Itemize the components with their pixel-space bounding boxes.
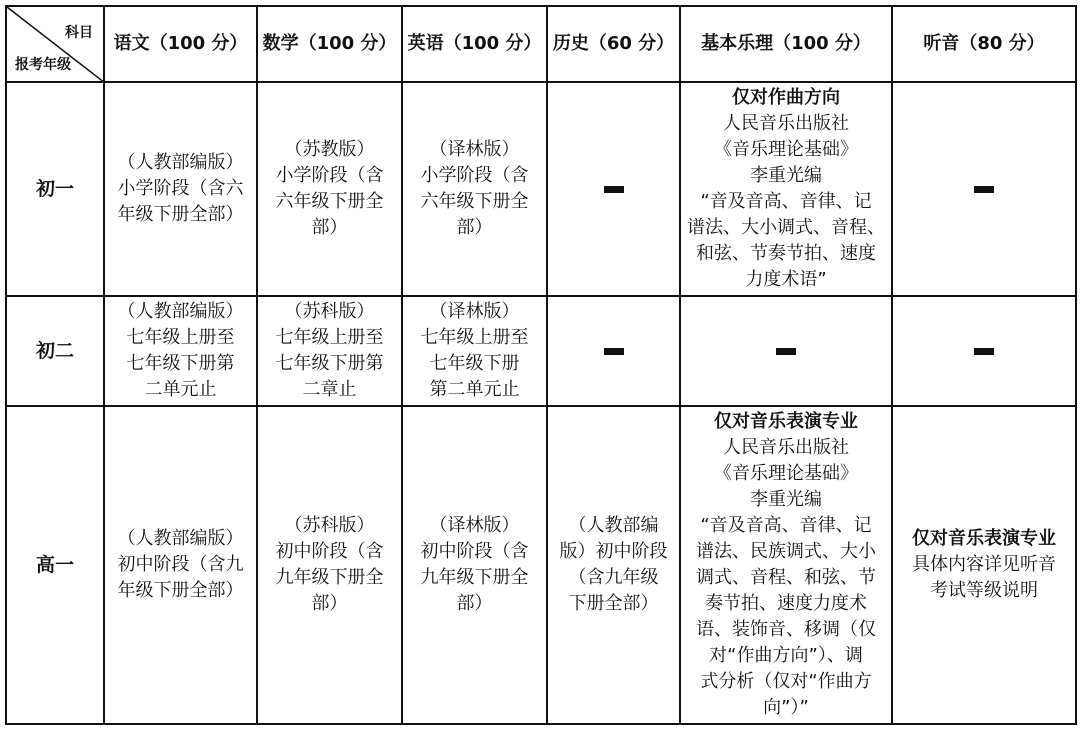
cell-title: 仅对音乐表演专业	[912, 528, 1056, 549]
cell-line: 谱法、民族调式、大小	[696, 541, 876, 562]
dash-icon	[604, 186, 624, 193]
cell-line: 二单元止	[144, 379, 217, 400]
english-cell	[402, 296, 547, 406]
cell-line: 奏节拍、速度力度术	[705, 593, 867, 614]
dash-icon	[776, 348, 796, 355]
cell-line: “音及音高、音律、记	[700, 191, 872, 212]
cell-line: 和弦、节奏节拍、速度	[696, 243, 876, 264]
history-cell	[547, 406, 680, 724]
dash-icon	[974, 186, 994, 193]
cell-line: （含九年级	[568, 567, 659, 588]
cell-line: 七年级下册	[429, 353, 520, 374]
math-cell	[257, 82, 402, 296]
cell-line: （人教部编版）	[117, 152, 244, 173]
cell-line: （译林版）	[429, 139, 520, 160]
history-cell	[547, 82, 680, 296]
corner-grade-label: 报考年级	[15, 57, 71, 73]
cell-line: 谱法、大小调式、音程、	[687, 217, 885, 238]
cell-line: 第二单元止	[429, 379, 520, 400]
cell-line: 九年级下册全	[275, 567, 384, 588]
history-cell	[547, 296, 680, 406]
cell-title: 仅对作曲方向	[732, 87, 840, 108]
cell-title: 仅对音乐表演专业	[714, 411, 858, 432]
grade-cell: 高一	[6, 406, 104, 724]
math-cell	[257, 406, 402, 724]
exam-syllabus-table	[5, 5, 1077, 725]
cell-line: （人教部编	[568, 515, 659, 536]
cell-line: 七年级上册至	[126, 327, 235, 348]
header-row	[6, 6, 1076, 82]
cell-line: 《音乐理论基础》	[714, 463, 858, 484]
cell-line: 语、装饰音、移调（仅	[696, 619, 876, 640]
cell-line: 《音乐理论基础》	[714, 139, 858, 160]
music-theory-cell	[680, 82, 892, 296]
cell-line: 对“作曲方向”）、调	[709, 645, 863, 666]
cell-line: 小学阶段（含六	[117, 178, 244, 199]
chinese-cell	[104, 296, 257, 406]
column-header-ear-training: 听音（80 分）	[892, 6, 1076, 82]
column-header-english: 英语（100 分）	[402, 6, 547, 82]
table-row-grade7	[6, 82, 1076, 296]
cell-line: 七年级上册至	[275, 327, 384, 348]
chinese-cell	[104, 406, 257, 724]
cell-line: 李重光编	[750, 489, 822, 510]
cell-line: 七年级下册第	[275, 353, 384, 374]
english-cell	[402, 406, 547, 724]
ear-training-cell	[892, 406, 1076, 724]
cell-line: “音及音高、音律、记	[700, 515, 872, 536]
cell-line: 具体内容详见听音	[912, 554, 1056, 575]
cell-line: 式分析（仅对“作曲方	[700, 671, 872, 692]
cell-line: （苏科版）	[284, 301, 375, 322]
cell-line: 向”）”	[763, 697, 809, 718]
ear-training-cell	[892, 82, 1076, 296]
music-theory-cell	[680, 296, 892, 406]
cell-line: 九年级下册全	[420, 567, 529, 588]
column-header-music-theory: 基本乐理（100 分）	[680, 6, 892, 82]
dash-icon	[974, 348, 994, 355]
cell-line: 初中阶段（含	[420, 541, 529, 562]
cell-line: 六年级下册全	[275, 191, 384, 212]
column-header-history: 历史（60 分）	[547, 6, 680, 82]
cell-line: 初中阶段（含九	[117, 554, 244, 575]
cell-line: 小学阶段（含	[420, 165, 529, 186]
cell-line: 初中阶段（含	[275, 541, 384, 562]
cell-line: 二章止	[302, 379, 357, 400]
column-header-math: 数学（100 分）	[257, 6, 402, 82]
music-theory-cell	[680, 406, 892, 724]
cell-line: （人教部编版）	[117, 301, 244, 322]
cell-line: 部）	[456, 217, 493, 238]
table-row-grade10	[6, 406, 1076, 724]
cell-line: （人教部编版）	[117, 528, 244, 549]
corner-subject-label: 科目	[65, 25, 93, 41]
corner-header-cell	[6, 6, 104, 82]
cell-line: 六年级下册全	[420, 191, 529, 212]
cell-line: 部）	[456, 593, 493, 614]
cell-line: 人民音乐出版社	[723, 113, 849, 134]
cell-line: 李重光编	[750, 165, 822, 186]
grade-cell: 初二	[6, 296, 104, 406]
cell-line: （译林版）	[429, 515, 520, 536]
ear-training-cell	[892, 296, 1076, 406]
cell-line: 考试等级说明	[930, 580, 1038, 601]
cell-line: 小学阶段（含	[275, 165, 384, 186]
math-cell	[257, 296, 402, 406]
cell-line: 七年级下册第	[126, 353, 235, 374]
cell-line: 部）	[311, 593, 348, 614]
cell-line: （译林版）	[429, 301, 520, 322]
cell-line: 部）	[311, 217, 348, 238]
cell-line: 人民音乐出版社	[723, 437, 849, 458]
chinese-cell	[104, 82, 257, 296]
cell-line: 年级下册全部）	[117, 580, 244, 601]
cell-line: 下册全部）	[568, 593, 659, 614]
cell-line: （苏科版）	[284, 515, 375, 536]
grade-cell: 初一	[6, 82, 104, 296]
cell-line: 调式、音程、和弦、节	[696, 567, 876, 588]
cell-line: 七年级上册至	[420, 327, 529, 348]
syllabus-table-wrapper	[5, 5, 1075, 723]
cell-line: 年级下册全部）	[117, 204, 244, 225]
cell-line: 版）初中阶段	[559, 541, 668, 562]
dash-icon	[604, 348, 624, 355]
table-row-grade8	[6, 296, 1076, 406]
english-cell	[402, 82, 547, 296]
cell-line: 力度术语”	[745, 269, 827, 290]
column-header-chinese: 语文（100 分）	[104, 6, 257, 82]
cell-line: （苏教版）	[284, 139, 375, 160]
